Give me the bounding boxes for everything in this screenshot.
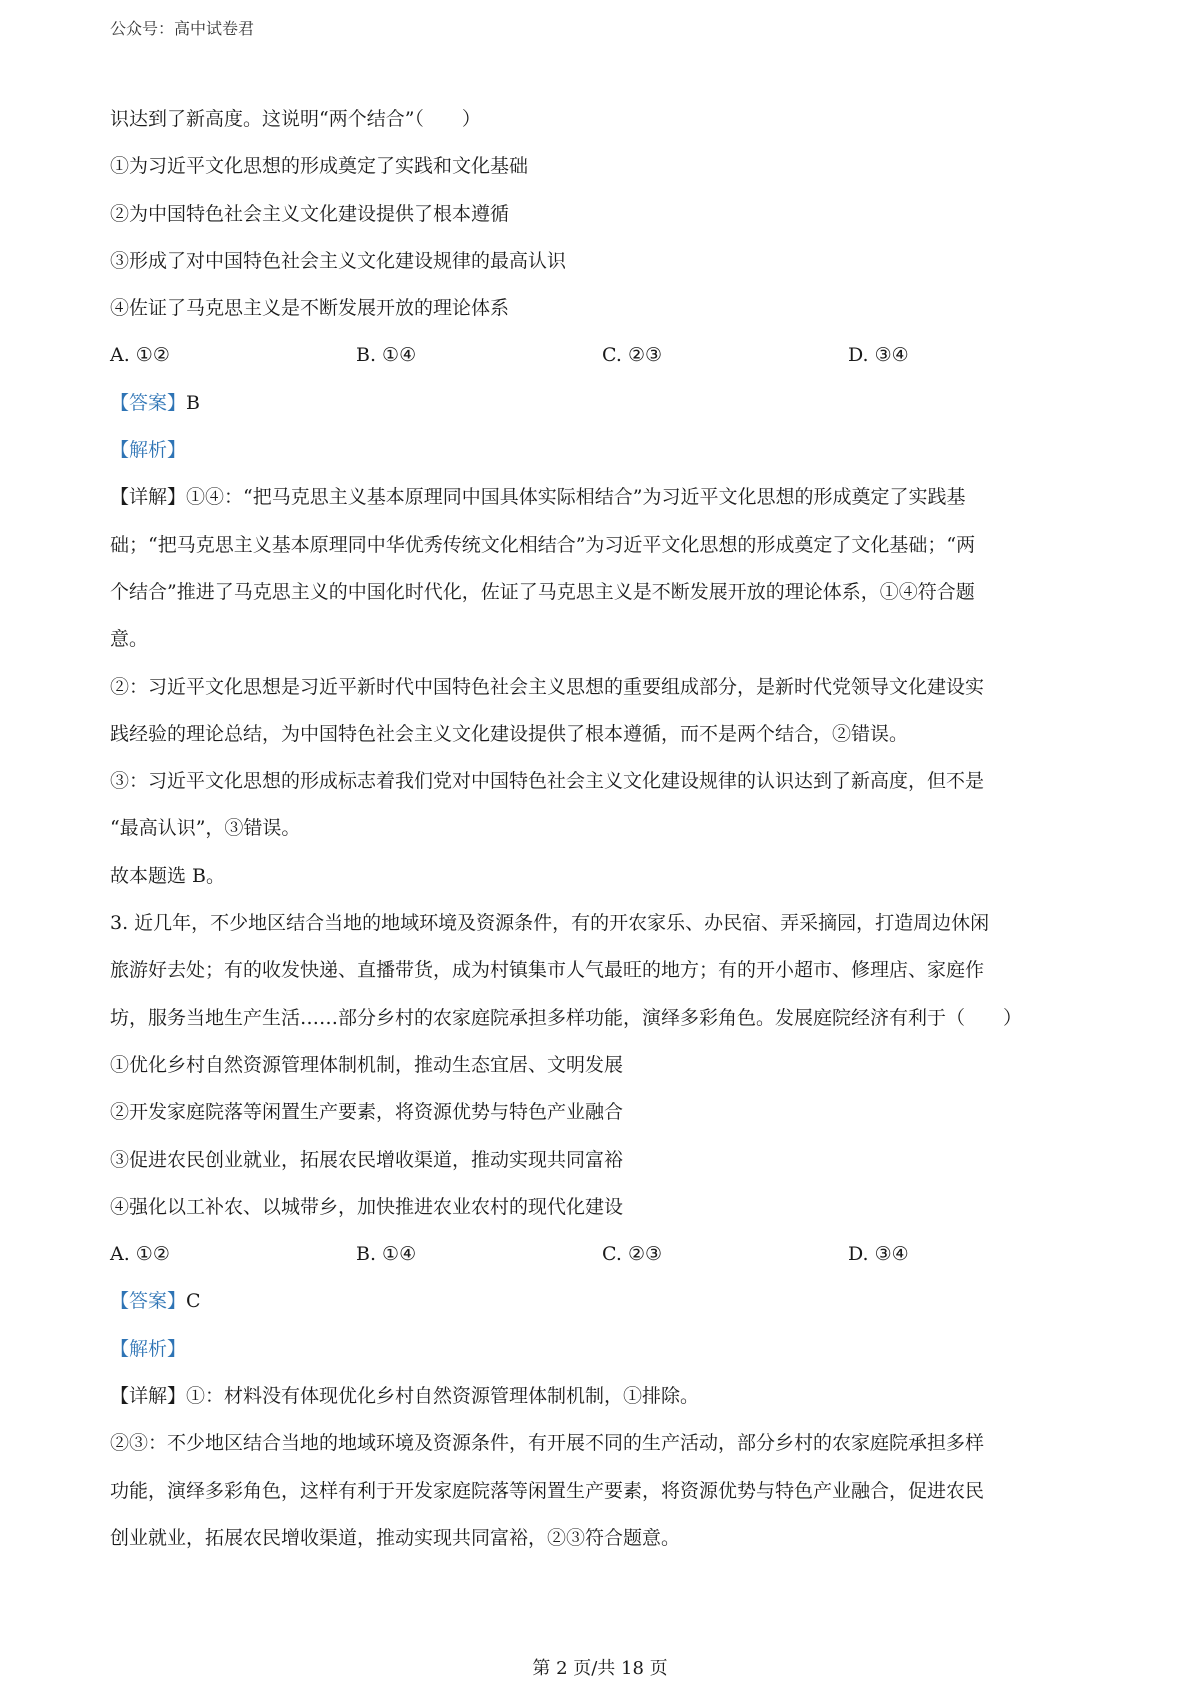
q2-detail-line-3: 个结合”推进了马克思主义的中国化时代化，佐证了马克思主义是不断发展开放的理论体系，①④符合题 (110, 580, 975, 603)
q2-detail-line-2: 础；“把马克思主义基本原理同中华优秀传统文化相结合”为习近平文化思想的形成奠定了文化基础；“两 (110, 533, 976, 556)
q3-detail-line-3: 功能，演绎多彩角色，这样有利于开发家庭院落等闲置生产要素，将资源优势与特色产业融合，促进农民 (110, 1479, 985, 1502)
q2-detail-line-7: ③：习近平文化思想的形成标志着我们党对中国特色社会主义文化建设规律的认识达到了新高度，但不是 (110, 770, 985, 793)
q2-detail-line-5: ②：习近平文化思想是习近平新时代中国特色社会主义思想的重要组成部分，是新时代党领导文化建设实 (110, 675, 985, 698)
q3-statement-3: ③促进农民创业就业，拓展农民增收渠道，推动实现共同富裕 (110, 1148, 624, 1171)
q3-detail-text: ①：材料没有体现优化乡村自然资源管理体制机制，①排除。 (186, 1385, 700, 1408)
q3-analysis-label: 【解析】 (110, 1337, 187, 1360)
q3-answer-label: 【答案】 (110, 1290, 187, 1313)
q3-statement-1: ①优化乡村自然资源管理体制机制，推动生态宜居、文明发展 (110, 1053, 624, 1076)
q3-answer-value: C (186, 1290, 201, 1313)
q2-option-d: D. ③④ (848, 344, 909, 367)
q2-answer (110, 380, 1100, 427)
q2-statement-4: ④佐证了马克思主义是不断发展开放的理论体系 (110, 297, 510, 320)
q3-option-d: D. ③④ (848, 1243, 909, 1266)
q2-option-c: C. ②③ (602, 344, 663, 367)
q2-detail-text: ①④：“把马克思主义基本原理同中国具体实际相结合”为习近平文化思想的形成奠定了实践基 (186, 486, 966, 509)
q3-options (110, 1231, 1100, 1278)
q2-options (110, 332, 1100, 379)
q2-detail-label: 【详解】 (110, 486, 187, 509)
q3-detail-line-4: 创业就业，拓展农民增收渠道，推动实现共同富裕，②③符合题意。 (110, 1526, 681, 1549)
q3-detail-line-1 (110, 1373, 1100, 1420)
q3-detail-label: 【详解】 (110, 1385, 187, 1408)
q2-analysis-label: 【解析】 (110, 439, 187, 462)
q3-analysis (110, 1326, 1100, 1373)
q3-detail-line-2: ②③：不少地区结合当地的地域环境及资源条件，有开展不同的生产活动，部分乡村的农家庭院承担多样 (110, 1432, 985, 1455)
q2-statement-3: ③形成了对中国特色社会主义文化建设规律的最高认识 (110, 249, 567, 272)
q3-option-a: A. ①② (110, 1243, 170, 1266)
q2-detail-line-8: “最高认识”，③错误。 (110, 817, 301, 840)
q2-option-b: B. ①④ (356, 344, 417, 367)
q3-statement-2: ②开发家庭院落等闲置生产要素，将资源优势与特色产业融合 (110, 1101, 624, 1124)
q3-stem-line-2: 旅游好去处；有的收发快递、直播带货，成为村镇集市人气最旺的地方；有的开小超市、修理店、家庭作 (110, 959, 985, 982)
q2-conclusion: 故本题选 B。 (110, 864, 226, 887)
q3-stem-line-3: 坊，服务当地生产生活……部分乡村的农家庭院承担多样功能，演绎多彩角色。发展庭院经济有利于（ ） (110, 1006, 1023, 1029)
q2-detail-line-6: 践经验的理论总结，为中国特色社会主义文化建设提供了根本遵循，而不是两个结合，②错误。 (110, 722, 909, 745)
q3-answer (110, 1278, 1100, 1325)
q3-option-b: B. ①④ (356, 1243, 417, 1266)
q2-analysis (110, 427, 1100, 474)
q2-detail-line-4: 意。 (110, 628, 149, 651)
q2-statement-1: ①为习近平文化思想的形成奠定了实践和文化基础 (110, 155, 529, 178)
q2-answer-value: B (186, 391, 200, 414)
q2-option-a: A. ①② (110, 344, 170, 367)
q2-answer-label: 【答案】 (110, 391, 187, 414)
q2-statement-2: ②为中国特色社会主义文化建设提供了根本遵循 (110, 202, 510, 225)
q3-statement-4: ④强化以工补农、以城带乡，加快推进农业农村的现代化建设 (110, 1195, 624, 1218)
page-number: 第 2 页/共 18 页 (532, 1658, 668, 1679)
q3-option-c: C. ②③ (602, 1243, 663, 1266)
page-content (110, 96, 1100, 1562)
q3-stem-line-1: 3. 近几年，不少地区结合当地的地域环境及资源条件，有的开农家乐、办民宿、弄采摘园，打造周边休闲 (110, 912, 990, 935)
header-source: 公众号：高中试卷君 (110, 19, 255, 38)
q2-detail-line-1 (110, 474, 1100, 521)
q2-stem: 识达到了新高度。这说明“两个结合”（ ） (110, 108, 481, 130)
